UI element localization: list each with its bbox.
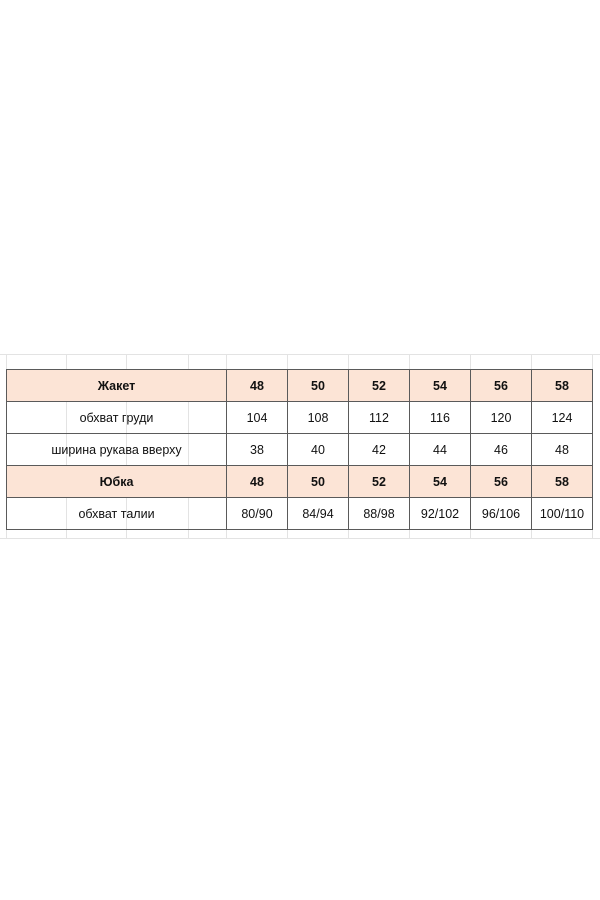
measurement-cell: 112 — [349, 402, 410, 434]
jacket-header-label: Жакет — [7, 370, 227, 402]
sheet-gridline — [0, 354, 600, 355]
measurement-cell: 40 — [288, 434, 349, 466]
measurement-cell: 88/98 — [349, 498, 410, 530]
jacket-size-cell: 58 — [532, 370, 593, 402]
row-label: обхват талии — [7, 498, 227, 530]
measurement-cell: 44 — [410, 434, 471, 466]
jacket-size-cell: 50 — [288, 370, 349, 402]
measurement-cell: 108 — [288, 402, 349, 434]
jacket-size-cell: 56 — [471, 370, 532, 402]
measurement-cell: 92/102 — [410, 498, 471, 530]
table-row — [7, 434, 593, 466]
measurement-cell: 96/106 — [471, 498, 532, 530]
table-row — [7, 402, 593, 434]
row-label: ширина рукава вверху — [7, 434, 227, 466]
measurement-cell: 84/94 — [288, 498, 349, 530]
table-row — [7, 498, 593, 530]
skirt-size-cell: 50 — [288, 466, 349, 498]
measurement-cell: 80/90 — [227, 498, 288, 530]
row-label: обхват груди — [7, 402, 227, 434]
measurement-cell: 42 — [349, 434, 410, 466]
measurement-cell: 38 — [227, 434, 288, 466]
skirt-size-cell: 58 — [532, 466, 593, 498]
measurement-cell: 116 — [410, 402, 471, 434]
jacket-size-cell: 52 — [349, 370, 410, 402]
sheet-gridline — [0, 538, 600, 539]
jacket-size-cell: 54 — [410, 370, 471, 402]
measurement-cell: 104 — [227, 402, 288, 434]
measurement-cell: 120 — [471, 402, 532, 434]
measurement-cell: 48 — [532, 434, 593, 466]
skirt-size-cell: 54 — [410, 466, 471, 498]
skirt-header-row — [7, 466, 593, 498]
jacket-size-cell: 48 — [227, 370, 288, 402]
jacket-header-row — [7, 370, 593, 402]
size-chart-table — [6, 369, 593, 530]
measurement-cell: 46 — [471, 434, 532, 466]
skirt-size-cell: 56 — [471, 466, 532, 498]
skirt-header-label: Юбка — [7, 466, 227, 498]
measurement-cell: 100/110 — [532, 498, 593, 530]
skirt-size-cell: 48 — [227, 466, 288, 498]
skirt-size-cell: 52 — [349, 466, 410, 498]
measurement-cell: 124 — [532, 402, 593, 434]
